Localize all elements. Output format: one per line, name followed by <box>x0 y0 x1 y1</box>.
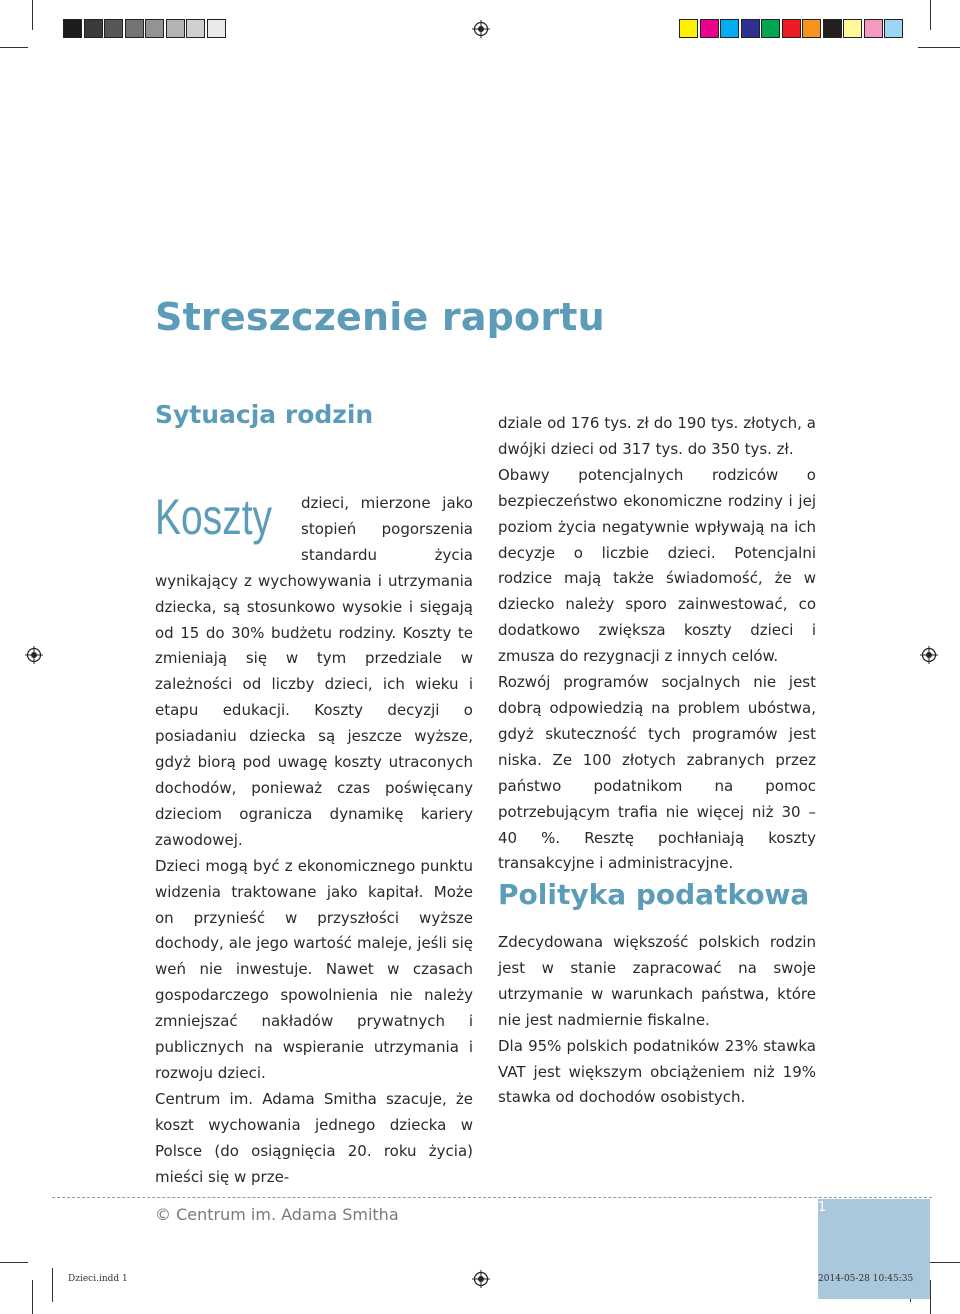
paragraph: Zdecydowana większość polskich rodzin jest w stanie zapracować na swoje utrzymanie w warunkach państwa, które nie jest nadmiernie fiskalne. <box>498 933 816 1029</box>
paragraph-text: dzieci, mierzone jako stopień pogorszenia standardu życia wynikający z wychowywania i utrzymania dziecka, są stosunkowo wysokie i sięgają od 15 do 30% budżetu rodziny. Koszty te zmieniają się w tym przedziale w zależności od liczby dzieci, ich wieku i etapu edukacji. Koszty decyzji o posiadaniu dziecka są jeszcze wyższe, gdyż biorą pod uwagę koszty utraconych dochodów, ponieważ czas poświęcany dzieciom ogranicza dynamikę kariery zawodowej. <box>155 494 473 849</box>
gray-swatch <box>166 19 185 38</box>
text-column-right <box>498 411 816 877</box>
text-column-left <box>155 491 473 1190</box>
paragraph: Dla 95% polskich podatników 23% stawka VAT jest większym obciążeniem niż 19% stawka od dochodów osobistych. <box>498 1036 816 1107</box>
color-swatch <box>782 19 801 38</box>
drop-word: Koszty <box>155 489 273 545</box>
text-column-right-lower <box>498 930 816 1111</box>
section-heading-family: Sytuacja rodzin <box>155 400 374 429</box>
crop-mark-top-left-v <box>32 0 33 30</box>
paragraph: dziale od 176 tys. zł do 190 tys. złotych, a dwójki dzieci od 317 tys. do 350 tys. zł. <box>498 414 816 458</box>
gray-swatch <box>104 19 123 38</box>
registration-mark-icon <box>25 646 43 664</box>
crop-mark-bottom-left-h <box>0 1262 28 1263</box>
color-swatch <box>741 19 760 38</box>
color-swatch <box>700 19 719 38</box>
crop-mark-top-right-v <box>930 0 931 30</box>
crop-mark-top-right-h <box>918 47 960 48</box>
crop-mark-bottom-right-v <box>930 1280 931 1314</box>
slug-timestamp: 2014-05-28 10:45:35 <box>818 1274 914 1284</box>
color-swatch <box>679 19 698 38</box>
paragraph: Rozwój programów socjalnych nie jest dobrą odpowiedzią na problem ubóstwa, gdyż skuteczność tych programów jest niska. Ze 100 złotych zabranych przez państwo podatnikom na pomoc potrzebującym trafia nie więcej niż 30 – 40 %. Resztę pochłaniają koszty transakcyjne i administracyjne. <box>498 673 816 873</box>
registration-mark-icon <box>472 20 490 38</box>
color-swatch <box>720 19 739 38</box>
gray-swatch <box>145 19 164 38</box>
paragraph: Dzieci mogą być z ekonomicznego punktu widzenia traktowane jako kapitał. Może on przynieść w przyszłości wyższe dochody, ale jego wartość maleje, jeśli się weń nie inwestuje. Nawet w czasach gospodarczego spowolnienia nie należy zmniejszać nakładów prywatnych i publicznych na wspieranie utrzymania i rozwoju dzieci. <box>155 856 473 1082</box>
paragraph: Obawy potencjalnych rodziców o bezpieczeństwo ekonomiczne rodziny i jej poziom życia negatywnie wpływają na ich decyzje o liczbie dzieci. Potencjalni rodzice mają także świadomość, że w dziecko należy sporo zainwestować, co dodatkowo zwiększa koszty dzieci i zmusza do rezygnacji z innych celów. <box>498 465 816 666</box>
section-heading-tax-policy: Polityka podatkowa <box>498 878 810 911</box>
footer-copyright: © Centrum im. Adama Smitha <box>155 1205 399 1224</box>
paragraph: Centrum im. Adama Smitha szacuje, że koszt wychowania jednego dziecka w Polsce (do osiągnięcia 20. roku życia) mieści się w prze- <box>155 1089 473 1186</box>
paragraph <box>155 491 473 854</box>
color-swatch <box>823 19 842 38</box>
crop-mark-bottom-inner-v <box>52 1268 53 1302</box>
page-number-box <box>818 1199 930 1299</box>
crop-mark-bottom-left-v <box>32 1280 33 1314</box>
gray-swatch <box>84 19 103 38</box>
footer-divider <box>52 1197 932 1198</box>
gray-swatch <box>186 19 205 38</box>
color-swatch <box>843 19 862 38</box>
slug-filename: Dzieci.indd 1 <box>68 1274 128 1284</box>
registration-mark-icon <box>472 1270 490 1288</box>
page-title: Streszczenie raportu <box>155 295 605 339</box>
gray-swatch <box>63 19 82 38</box>
color-swatch <box>884 19 903 38</box>
color-swatch <box>761 19 780 38</box>
page-number: 1 <box>818 1200 827 1215</box>
color-swatch <box>864 19 883 38</box>
gray-swatch <box>125 19 144 38</box>
gray-swatch <box>207 19 226 38</box>
registration-mark-icon <box>920 646 938 664</box>
color-swatch <box>802 19 821 38</box>
crop-mark-top-left-h <box>0 47 28 48</box>
